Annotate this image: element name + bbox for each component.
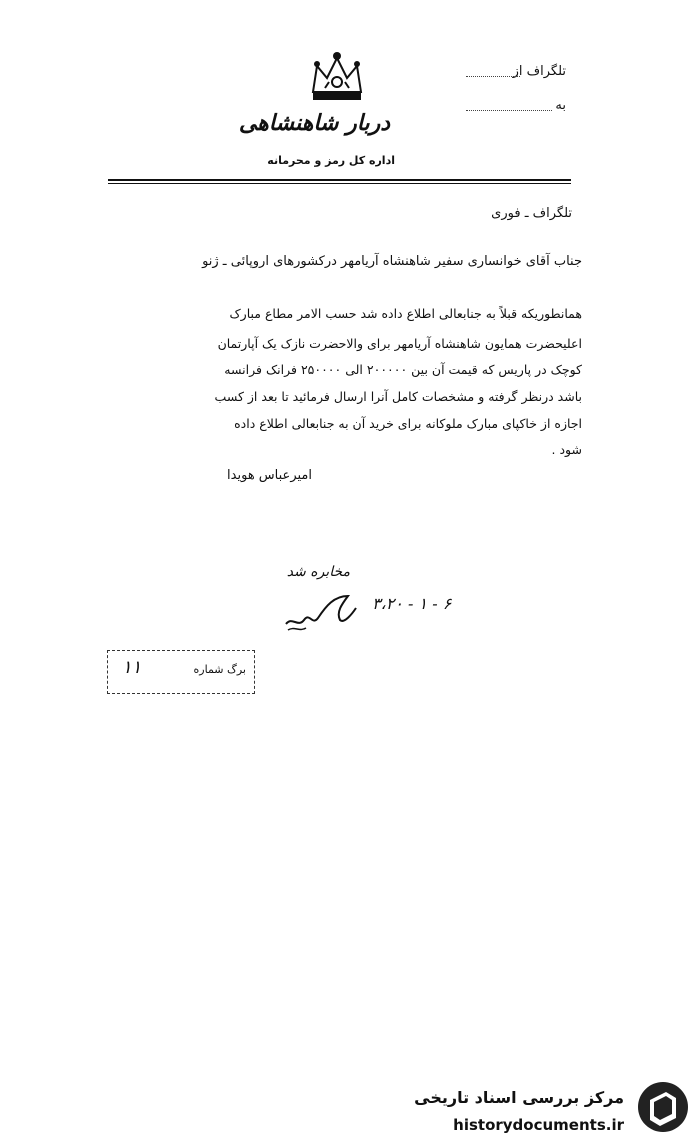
handwritten-date: ۳،۲۰ - ۱ - ۶ xyxy=(372,594,452,613)
court-title: دربار شاهنشاهی xyxy=(238,110,390,136)
handwritten-initials-icon xyxy=(282,590,362,634)
telegram-from-label: تلگراف از xyxy=(512,64,566,79)
body-line: باشد درنظر گرفته و مشخصات کامل آنرا ارسال فرمائید تا بعد از کسب xyxy=(214,389,582,404)
archive-logo-icon xyxy=(636,1080,690,1134)
stamp-label: برگ شماره xyxy=(193,663,246,676)
body-line: اعلیحضرت همایون شاهنشاه آریامهر برای والاحضرت نازک یک آپارتمان xyxy=(217,336,582,351)
archive-website: historydocuments.ir xyxy=(453,1116,624,1134)
signature-name: امیرعباس هویدا xyxy=(227,468,312,483)
telegram-type: تلگراف ـ فوری xyxy=(491,206,572,221)
crown-emblem-icon xyxy=(305,48,369,106)
telegram-to-label: به xyxy=(555,98,566,113)
header-divider xyxy=(108,179,571,181)
page-number-stamp xyxy=(107,650,255,694)
body-line: شود . xyxy=(551,442,582,457)
archive-center-name: مرکز بررسی اسناد تاریخی xyxy=(414,1088,624,1107)
addressee: جناب آقای خوانساری سفیر شاهنشاه آریامهر درکشورهای اروپائی ـ ژنو xyxy=(202,254,582,269)
handwritten-note: مخابره شد xyxy=(286,564,350,580)
header-divider-thin xyxy=(108,183,571,184)
telegram-from-line xyxy=(466,76,520,77)
court-subtitle: اداره کل رمز و محرمانه xyxy=(267,154,395,167)
telegram-to-line xyxy=(466,110,552,111)
stamp-number: ۱۱ xyxy=(122,657,142,678)
body-line: اجازه از خاکپای مبارک ملوکانه برای خرید آن به جنابعالی اطلاع داده xyxy=(234,416,582,431)
body-line: همانطوریکه قبلاً به جنابعالی اطلاع داده شد حسب الامر مطاع مبارک xyxy=(229,306,582,321)
body-line: کوچک در پاریس که قیمت آن بین ۲۰۰۰۰۰ الی ۲۵۰۰۰۰ فرانک فرانسه xyxy=(224,362,582,377)
